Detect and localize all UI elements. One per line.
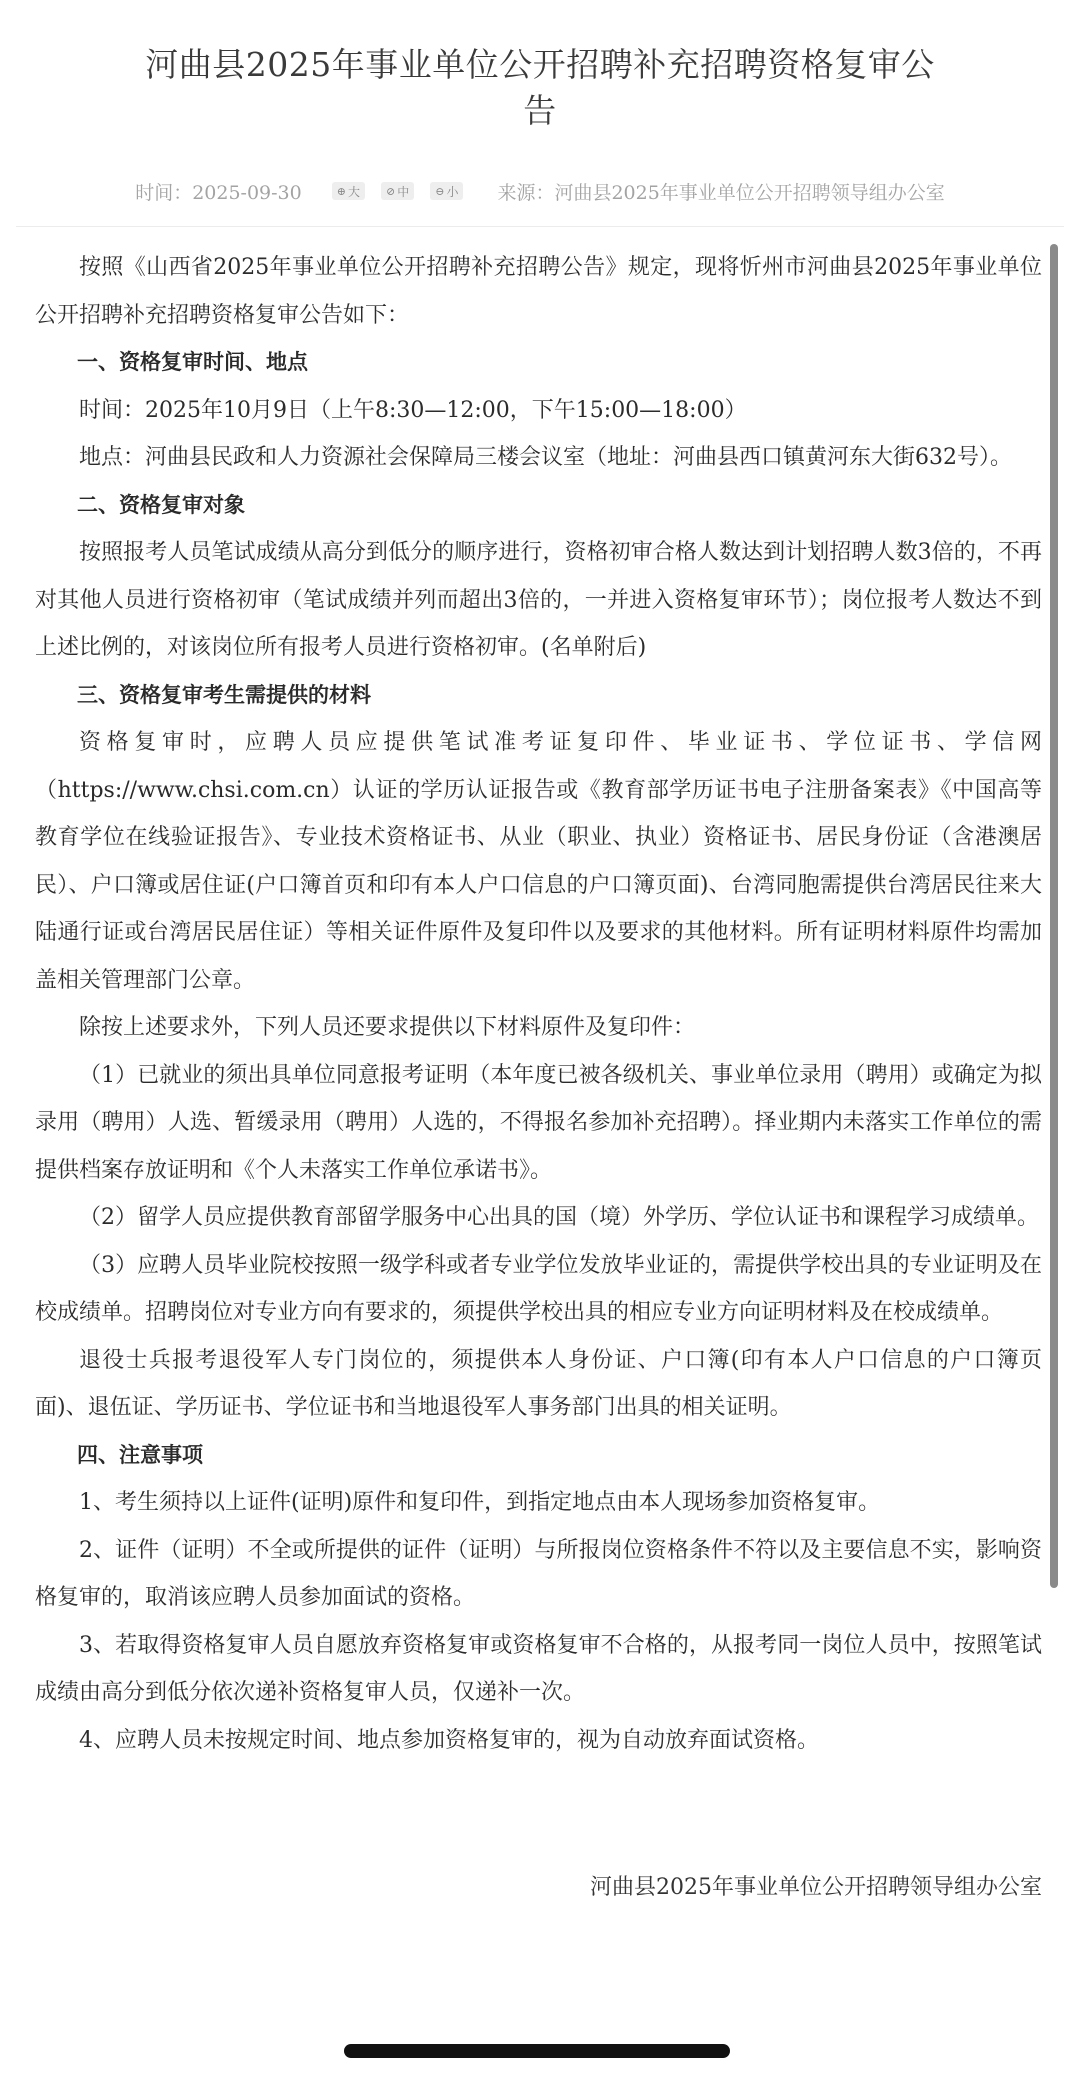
body-paragraph: 按照报考人员笔试成绩从高分到低分的顺序进行，资格初审合格人数达到计划招聘人数3倍的，不再对其他人员进行资格初审（笔试成绩并列而超出3倍的，一并进入资格复审环节）；岗位报考人数达不到上述比例的，对该岗位所有报考人员进行资格初审。(名单附后) [35, 540, 1042, 660]
font-size-large-label: 大 [347, 184, 360, 199]
zoom-in-icon: ⊕ [336, 184, 346, 198]
article-body [35, 244, 1042, 1912]
font-size-medium-label: 中 [397, 184, 410, 199]
body-paragraph: 1、考生须持以上证件(证明)原件和复印件，到指定地点由本人现场参加资格复审。 [79, 1490, 881, 1515]
section-heading: 三、资格复审考生需提供的材料 [77, 682, 371, 707]
scrollbar[interactable] [1050, 244, 1058, 1588]
body-paragraph: 时间：2025年10月9日（上午8:30—12:00，下午15:00—18:00） [79, 397, 747, 423]
body-paragraph: 2、证件（证明）不全或所提供的证件（证明）与所报岗位资格条件不符以及主要信息不实，影响资格复审的，取消该应聘人员参加面试的资格。 [35, 1537, 1042, 1610]
publish-time: 时间：2025-09-30 [135, 181, 302, 204]
body-paragraph: （3）应聘人员毕业院校按照一级学科或者专业学位发放毕业证的，需提供学校出具的专业证明及在校成绩单。招聘岗位对专业方向有要求的，须提供学校出具的相应专业方向证明材料及在校成绩单。 [35, 1252, 1042, 1325]
section-heading: 二、资格复审对象 [77, 492, 245, 517]
paragraph-list [35, 244, 1042, 1764]
body-paragraph: 按照《山西省2025年事业单位公开招聘补充招聘公告》规定，现将忻州市河曲县2025年事业单位公开招聘补充招聘资格复审公告如下： [35, 255, 1042, 328]
zoom-reset-icon: ⊘ [385, 184, 396, 198]
font-size-small-button[interactable] [430, 182, 463, 200]
font-size-large-button[interactable] [332, 182, 365, 200]
article-source: 来源：河曲县2025年事业单位公开招聘领导组办公室 [497, 181, 945, 204]
body-paragraph: 地点：河曲县民政和人力资源社会保障局三楼会议室（地址：河曲县西口镇黄河东大街632号）。 [79, 445, 1012, 470]
article-meta [0, 173, 1080, 209]
page-title: 河曲县2025年事业单位公开招聘补充招聘资格复审公告 [145, 45, 935, 130]
body-spacer [35, 1764, 1042, 1864]
home-indicator[interactable] [344, 2044, 730, 2058]
body-paragraph: 除按上述要求外，下列人员还要求提供以下材料原件及复印件： [79, 1015, 696, 1040]
section-heading: 一、资格复审时间、地点 [77, 350, 308, 374]
signature: 河曲县2025年事业单位公开招聘领导组办公室 [590, 1875, 1042, 1900]
section-heading: 四、注意事项 [77, 1442, 203, 1467]
body-paragraph: 3、若取得资格复审人员自愿放弃资格复审或资格复审不合格的，从报考同一岗位人员中，按照笔试成绩由高分到低分依次递补资格复审人员，仅递补一次。 [35, 1632, 1042, 1705]
zoom-out-icon: ⊖ [435, 184, 445, 198]
body-paragraph: （1）已就业的须出具单位同意报考证明（本年度已被各级机关、事业单位录用（聘用）或确定为拟录用（聘用）人选、暂缓录用（聘用）人选的，不得报名参加补充招聘）。择业期内未落实工作单位的需提供档案存放证明和《个人未落实工作单位承诺书》。 [35, 1062, 1042, 1183]
body-paragraph: 退役士兵报考退役军人专门岗位的，须提供本人身份证、户口簿(印有本人户口信息的户口簿页面)、退伍证、学历证书、学位证书和当地退役军人事务部门出具的相关证明。 [35, 1347, 1042, 1420]
body-paragraph: 资格复审时，应聘人员应提供笔试准考证复印件、毕业证书、学位证书、学信网（https://www.chsi.com.cn）认证的学历认证报告或《教育部学历证书电子注册备案表》《中国高等教育学位在线验证报告》、专业技术资格证书、从业（职业、执业）资格证书、居民身份证（含港澳居民）、户口簿或居住证(户口簿首页和印有本人户口信息的户口簿页面)、台湾同胞需提供台湾居民往来大陆通行证或台湾居民居住证）等相关证件原件及复印件以及要求的其他材料。所有证明材料原件均需加盖相关管理部门公章。 [35, 730, 1042, 993]
body-paragraph: （2）留学人员应提供教育部留学服务中心出具的国（境）外学历、学位认证书和课程学习成绩单。 [79, 1205, 1040, 1230]
body-paragraph: 4、应聘人员未按规定时间、地点参加资格复审的，视为自动放弃面试资格。 [79, 1727, 819, 1753]
font-size-medium-button[interactable] [381, 182, 414, 200]
font-size-small-label: 小 [446, 184, 459, 199]
header-divider [16, 226, 1064, 227]
